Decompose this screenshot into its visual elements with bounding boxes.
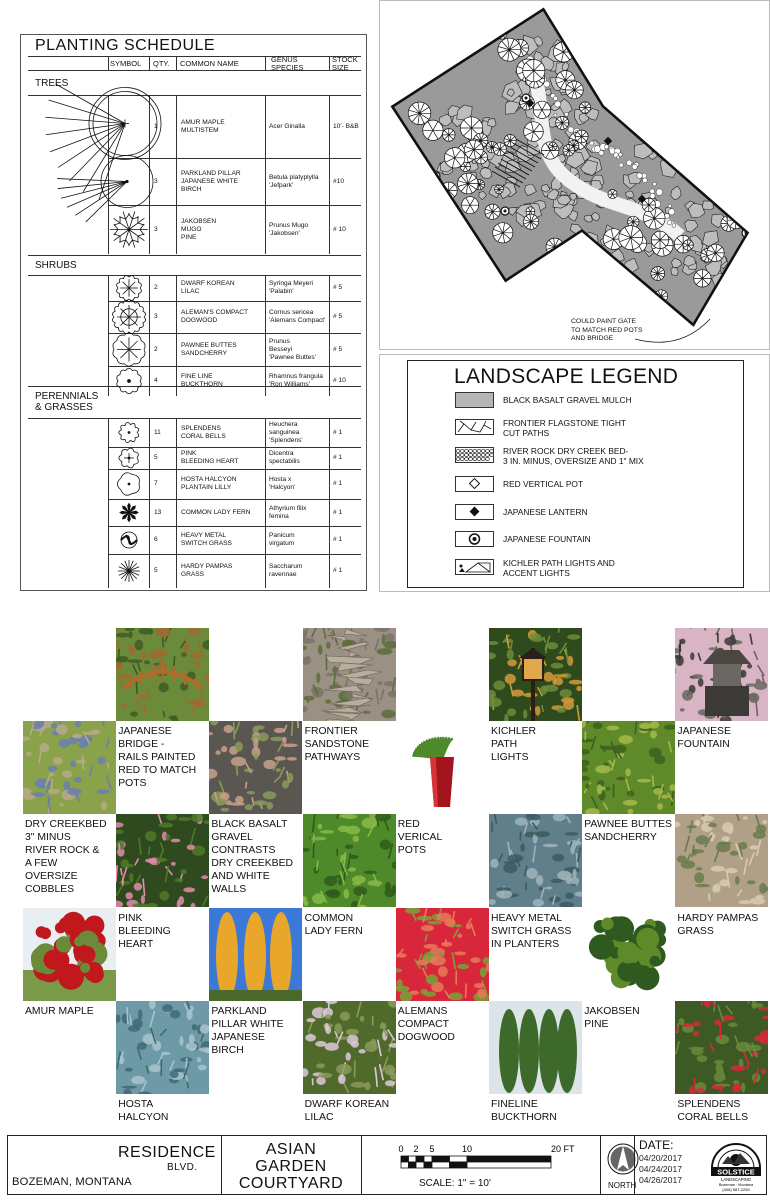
- caption-line: BLEEDING: [118, 925, 171, 937]
- common-name-line: ALEMAN'S COMPACT: [181, 309, 249, 316]
- caption-line: HEART: [118, 938, 154, 950]
- common-name-line: JAPANESE WHITE: [181, 177, 239, 185]
- qty-cell: 3: [154, 177, 158, 185]
- qty-cell: 6: [154, 536, 158, 543]
- coral-bells-symbol: [119, 422, 139, 442]
- bleeding-heart-caption: [118, 912, 211, 951]
- svg-text:Bozeman · Montana: Bozeman · Montana: [718, 1183, 754, 1187]
- caption-line: JAPANESE: [677, 726, 731, 738]
- bleeding-heart-photo: [116, 814, 209, 907]
- hardy-pampas-photo: [675, 814, 768, 907]
- legend-frame: [379, 354, 770, 592]
- japanese-fountain-caption: [677, 725, 770, 751]
- caption-line: BRIDGE -: [118, 739, 165, 751]
- caption-line: SWITCH GRASS: [491, 925, 572, 937]
- caption-line: BLACK BASALT: [211, 819, 288, 831]
- project-title: [226, 1141, 356, 1192]
- genus-line: Rhamnus frangula: [269, 373, 323, 380]
- city-label: BOZEMAN, MONTANA: [12, 1176, 132, 1188]
- caption-line: LILAC: [304, 1112, 334, 1123]
- qty-cell: 2: [154, 284, 158, 291]
- genus-line: ravennae: [269, 571, 297, 578]
- schedule-symbols: [21, 35, 368, 592]
- genus-line: Betula platyplylla: [269, 173, 319, 181]
- dwarf-korean-lilac-photo: [303, 1001, 396, 1094]
- date-entry: 04/20/2017: [639, 1153, 683, 1163]
- kichler-lights-photo: [489, 628, 582, 721]
- caption-line: IN PLANTERS: [491, 938, 560, 950]
- common-name-line: SWITCH GRASS: [181, 540, 232, 547]
- north-label: NORTH: [608, 1181, 637, 1190]
- genus-line: 'Halcyon': [269, 484, 296, 491]
- legend-label-line: FRONTIER FLAGSTONE TIGHT: [503, 418, 626, 428]
- legend-label: [503, 418, 626, 438]
- plan-note: [571, 318, 643, 344]
- common-name-line: PINK: [181, 450, 197, 457]
- caption-line: PILLAR WHITE: [211, 1018, 284, 1030]
- common-name-line: BUCKTHORN: [181, 381, 223, 388]
- caption-line: POTS: [118, 778, 147, 790]
- genus-line: femina: [269, 512, 289, 520]
- common-name-line: PLANTAIN LILLY: [181, 484, 232, 491]
- common-name-line: GRASS: [181, 571, 205, 578]
- common-name-line: LILAC: [181, 288, 200, 295]
- common-name-line: DOGWOOD: [181, 317, 218, 324]
- section-title-line: & GRASSES: [35, 402, 93, 413]
- header-stock-line: SIZE: [332, 63, 349, 72]
- schedule-title: PLANTING SCHEDULE: [35, 37, 216, 54]
- splendens-coral-bells-photo: [675, 1001, 768, 1094]
- caption-line: COMMON: [304, 912, 354, 924]
- birch-symbol: [57, 156, 153, 222]
- stock-size-cell: 10'- B&B: [333, 122, 359, 130]
- kichler-lights-caption: [491, 725, 584, 764]
- scale-tick: 5: [429, 1144, 435, 1154]
- legend-label-line: RED VERTICAL POT: [503, 479, 584, 489]
- stock-size-cell: # 5: [333, 345, 343, 353]
- caption-line: DWARF KOREAN: [304, 1099, 390, 1110]
- red-pot-icon: [455, 476, 494, 492]
- genus-line: 'Palabin': [269, 288, 294, 295]
- plan-note-line: AND BRIDGE: [571, 335, 614, 342]
- fineline-buckthorn-caption: [491, 1098, 584, 1124]
- stock-size-cell: # 5: [333, 284, 343, 291]
- pawnee-buttes-photo: [582, 721, 675, 814]
- caption-line: FOUNTAIN: [677, 739, 730, 751]
- dogwood-symbol: [112, 300, 145, 333]
- legend-label: [503, 507, 588, 517]
- pampas-symbol: [118, 560, 140, 582]
- common-name-line: BIRCH: [181, 185, 202, 193]
- genus-line: 'Ron Williams': [269, 381, 310, 388]
- genus-line: Besseyi: [269, 345, 293, 353]
- japanese-bridge-caption: [118, 725, 211, 790]
- scale-label: SCALE: 1" = 10': [419, 1178, 491, 1189]
- caption-line: COBBLES: [25, 884, 75, 896]
- qty-cell: 1: [154, 122, 158, 130]
- title-block: [7, 1135, 767, 1195]
- dry-creekbed-photo: [23, 721, 116, 814]
- section-title-line: TREES: [35, 78, 69, 89]
- caption-line: JAPANESE: [118, 726, 172, 738]
- alemans-dogwood-photo: [396, 908, 489, 1001]
- date-entry: 04/26/2017: [639, 1175, 683, 1185]
- amur-maple-photo: [23, 908, 116, 1001]
- caption-line: PATHWAYS: [304, 752, 361, 764]
- japanese-bridge-photo: [116, 628, 209, 721]
- street-label: BLVD.: [167, 1162, 198, 1173]
- black-basalt-caption: [211, 818, 304, 896]
- buckthorn-symbol: [117, 368, 141, 393]
- caption-line: DRY CREEKBED: [211, 858, 294, 870]
- genus-line: 'Splendens': [269, 436, 303, 444]
- site-plan-drawing: [380, 1, 770, 351]
- qty-cell: 2: [154, 345, 158, 353]
- common-name-line: HEAVY METAL: [181, 532, 227, 539]
- caption-line: BUCKTHORN: [491, 1112, 557, 1123]
- caption-line: CORAL BELLS: [677, 1112, 749, 1123]
- genus-line: sanguinea: [269, 428, 300, 436]
- caption-line: KICHLER: [491, 726, 537, 738]
- pawnee-buttes-caption: [584, 818, 677, 844]
- legend-label-line: JAPANESE LANTERN: [503, 507, 588, 517]
- caption-line: SANDCHERRY: [584, 832, 657, 844]
- legend-label-line: 3 IN. MINUS, OVERSIZE AND 1" MIX: [503, 456, 644, 466]
- flagstone-swatch: [455, 419, 494, 435]
- legend-label: [503, 534, 591, 544]
- plan-note-line: TO MATCH RED POTS: [571, 326, 643, 334]
- common-name-line: JAKOBSEN: [181, 217, 217, 225]
- header-stock-line: STOCK: [332, 55, 358, 64]
- genus-line: spectabilis: [269, 458, 300, 465]
- lady-fern-caption: [305, 912, 398, 938]
- lantern-icon: [455, 504, 494, 520]
- caption-line: SPLENDENS: [677, 1099, 741, 1110]
- legend-label-line: BLACK BASALT GRAVEL MULCH: [503, 395, 632, 405]
- site-plan: [379, 0, 770, 350]
- mugo-pine-symbol: [110, 211, 148, 247]
- amur-maple-symbol: [45, 84, 161, 199]
- common-name-line: HOSTA HALCYON: [181, 476, 237, 483]
- hosta-halcyon-photo: [116, 1001, 209, 1094]
- parkland-birch-caption: [211, 1005, 304, 1057]
- hardy-pampas-caption: [677, 912, 770, 938]
- plant-photo-gallery: [23, 628, 769, 1128]
- common-name-line: CORAL BELLS: [181, 432, 226, 440]
- svg-text:(406) 587-2250: (406) 587-2250: [722, 1187, 750, 1192]
- project-title-line: GARDEN: [255, 1158, 327, 1175]
- genus-line: 'Pawnee Buttes': [269, 353, 316, 361]
- legend-label-line: ACCENT LIGHTS: [503, 568, 570, 578]
- caption-line: PATH: [491, 739, 518, 751]
- genus-line: Athyrium filix: [269, 504, 307, 512]
- caption-line: WALLS: [211, 884, 247, 896]
- caption-line: SANDSTONE: [304, 739, 370, 751]
- common-name-line: PARKLAND PILLAR: [181, 169, 241, 177]
- caption-line: ALEMANS: [397, 1005, 448, 1017]
- genus-line: Dicentra: [269, 450, 294, 457]
- qty-cell: 11: [154, 428, 161, 436]
- splendens-coral-bells-caption: [677, 1098, 770, 1124]
- header-symbol: SYMBOL: [110, 59, 142, 68]
- residence-label: RESIDENCE: [118, 1144, 216, 1161]
- solstice-logo: [708, 1138, 764, 1192]
- fountain-icon: [455, 531, 494, 547]
- caption-line: HARDY PAMPAS: [677, 912, 759, 924]
- caption-line: HALCYON: [118, 1112, 169, 1123]
- stock-size-cell: # 1: [333, 567, 343, 574]
- caption-line: 3" MINUS: [25, 832, 71, 844]
- qty-cell: 3: [154, 225, 158, 233]
- genus-line: Prunus: [269, 337, 290, 345]
- svg-text:LANDSCAPING: LANDSCAPING: [720, 1177, 752, 1182]
- plan-fountain-marker: [501, 207, 509, 215]
- qty-cell: 13: [154, 508, 162, 516]
- stock-size-cell: # 1: [333, 536, 343, 543]
- common-name-line: HARDY PAMPAS: [181, 563, 233, 570]
- caption-line: GRASS: [677, 925, 714, 937]
- bleeding-heart-symbol: [119, 448, 138, 468]
- stock-size-cell: # 1: [333, 480, 343, 487]
- genus-line: Hosta x: [269, 476, 292, 483]
- legend-label: [503, 446, 644, 466]
- path-lights-icon: [455, 559, 494, 575]
- scale-tick: 0: [398, 1144, 404, 1154]
- frontier-sandstone-photo: [303, 628, 396, 721]
- landscape-legend: [407, 360, 744, 588]
- header-common: COMMON NAME: [180, 59, 239, 68]
- caption-line: A FEW: [25, 858, 58, 870]
- genus-line: 'Jakobsen': [269, 229, 300, 237]
- stock-size-cell: # 1: [333, 508, 343, 516]
- caption-line: PARKLAND: [211, 1005, 267, 1017]
- stock-size-cell: # 10: [333, 225, 346, 233]
- stock-size-cell: #10: [333, 177, 345, 185]
- header-qty: QTY.: [153, 59, 170, 68]
- common-name-line: MULTISTEM: [181, 126, 219, 134]
- genus-line: Panicum: [269, 532, 295, 539]
- genus-line: Cornus sericea: [269, 309, 314, 316]
- section-title-line: SHRUBS: [35, 260, 77, 271]
- common-name-line: MUGO: [181, 225, 202, 233]
- legend-label: [503, 479, 583, 489]
- common-name-line: PINE: [181, 233, 197, 241]
- qty-cell: 7: [154, 480, 158, 487]
- switch-grass-symbol: [121, 532, 137, 548]
- caption-line: DOGWOOD: [397, 1031, 455, 1043]
- legend-label-line: KICHLER PATH LIGHTS AND: [503, 558, 615, 568]
- black-basalt-photo: [209, 721, 302, 814]
- dry-creekbed-caption: [25, 818, 118, 896]
- date-heading: DATE:: [639, 1138, 674, 1152]
- jakobsen-pine-caption: [584, 1005, 677, 1031]
- genus-line: Saccharum: [269, 563, 303, 570]
- scale-tick: 10: [461, 1144, 473, 1154]
- caption-line: DRY CREEKBED: [25, 819, 107, 831]
- genus-line: 'Jefpark': [269, 181, 294, 189]
- stock-size-cell: # 10: [333, 377, 346, 384]
- legend-label-line: JAPANESE FOUNTAIN: [503, 534, 591, 544]
- caption-line: AND WHITE: [211, 871, 270, 883]
- genus-line: Acer Ginalla: [269, 122, 305, 130]
- caption-line: CONTRASTS: [211, 845, 276, 857]
- svg-text:SOLSTICE: SOLSTICE: [717, 1167, 755, 1177]
- caption-line: HEAVY METAL: [491, 912, 563, 924]
- caption-line: POTS: [397, 845, 427, 857]
- dwarf-korean-lilac-caption: [305, 1098, 398, 1124]
- river-rock-swatch: [455, 447, 494, 463]
- scale-tick: 2: [413, 1144, 419, 1154]
- genus-line: Syringa Meyeri: [269, 280, 313, 287]
- caption-line: RED: [397, 819, 420, 831]
- gravel-mulch-swatch: [455, 392, 494, 408]
- qty-cell: 4: [154, 377, 158, 384]
- sandcherry-symbol: [113, 333, 145, 366]
- planting-schedule: [20, 34, 367, 591]
- common-name-line: PAWNEE BUTTES: [181, 341, 237, 349]
- amur-maple-caption: [25, 1005, 118, 1018]
- scale-bar: [388, 1142, 588, 1178]
- lilac-symbol: [117, 276, 142, 301]
- caption-line: JAPANESE: [211, 1031, 265, 1043]
- switch-grass-photo: [489, 814, 582, 907]
- qty-cell: 5: [154, 567, 158, 574]
- header-genus-line: GENUS: [271, 55, 298, 64]
- legend-label: [503, 395, 632, 405]
- caption-line: LIGHTS: [491, 752, 529, 764]
- stock-size-cell: # 1: [333, 454, 343, 461]
- genus-line: Heuchera: [269, 420, 298, 428]
- caption-line: JAKOBSEN: [584, 1005, 640, 1017]
- caption-line: VERICAL: [397, 832, 443, 844]
- caption-line: FINELINE: [491, 1099, 538, 1110]
- plan-note-line: COULD PAINT GATE: [571, 318, 636, 325]
- caption-line: HOSTA: [118, 1099, 154, 1110]
- legend-label-line: CUT PATHS: [503, 428, 550, 438]
- legend-label: [503, 558, 615, 578]
- qty-cell: 5: [154, 454, 158, 461]
- jakobsen-pine-photo: [582, 908, 675, 1001]
- common-name-line: FINE LINE: [181, 373, 213, 380]
- hosta-symbol: [117, 473, 139, 495]
- genus-line: virgatum: [269, 540, 295, 547]
- project-title-line: ASIAN: [265, 1141, 317, 1158]
- caption-line: COMPACT: [397, 1018, 449, 1030]
- common-name-line: SPLENDENS: [181, 424, 221, 432]
- caption-line: GRAVEL: [211, 832, 253, 844]
- caption-line: RIVER ROCK &: [25, 845, 100, 857]
- common-name-line: BLEEDING HEART: [181, 458, 239, 465]
- caption-line: FRONTIER: [304, 726, 358, 738]
- switch-grass-caption: [491, 912, 584, 951]
- hosta-halcyon-caption: [118, 1098, 211, 1124]
- caption-line: PINE: [584, 1018, 609, 1030]
- frontier-sandstone-caption: [305, 725, 398, 764]
- caption-line: LADY FERN: [304, 925, 363, 937]
- genus-line: 'Alemans Compact': [269, 317, 326, 324]
- caption-line: BIRCH: [211, 1044, 244, 1056]
- common-name-line: DWARF KOREAN: [181, 280, 235, 287]
- parkland-birch-photo: [209, 908, 302, 1001]
- section-title-line: PERENNIALS: [35, 391, 99, 402]
- stock-size-cell: # 5: [333, 313, 343, 320]
- fineline-buckthorn-photo: [489, 1001, 582, 1094]
- genus-line: Prunus Mugo: [269, 221, 309, 229]
- alemans-dogwood-caption: [398, 1005, 491, 1044]
- common-name-line: AMUR MAPLE: [181, 118, 225, 126]
- date-entry: 04/24/2017: [639, 1164, 683, 1174]
- caption-line: RED TO MATCH: [118, 765, 197, 777]
- qty-cell: 3: [154, 313, 158, 320]
- lady-fern-symbol: [120, 503, 138, 521]
- common-name-line: COMMON LADY FERN: [181, 508, 251, 516]
- project-title-line: COURTYARD: [238, 1175, 344, 1192]
- common-name-line: SANDCHERRY: [181, 349, 228, 357]
- red-pots-caption: [398, 818, 491, 857]
- caption-line: AMUR MAPLE: [25, 1005, 94, 1017]
- legend-label-line: RIVER ROCK DRY CREEK BED-: [503, 446, 629, 456]
- red-pots-photo: [396, 721, 489, 814]
- caption-line: OVERSIZE: [25, 871, 78, 883]
- lady-fern-photo: [303, 814, 396, 907]
- caption-line: PAWNEE BUTTES: [584, 819, 672, 831]
- japanese-fountain-photo: [675, 628, 768, 721]
- stock-size-cell: # 1: [333, 428, 343, 436]
- scale-tick: 20 FT: [551, 1144, 575, 1154]
- caption-line: RAILS PAINTED: [118, 752, 196, 764]
- legend-title: LANDSCAPE LEGEND: [454, 365, 679, 388]
- caption-line: PINK: [118, 912, 143, 924]
- header-genus-line: SPECIES: [271, 63, 304, 72]
